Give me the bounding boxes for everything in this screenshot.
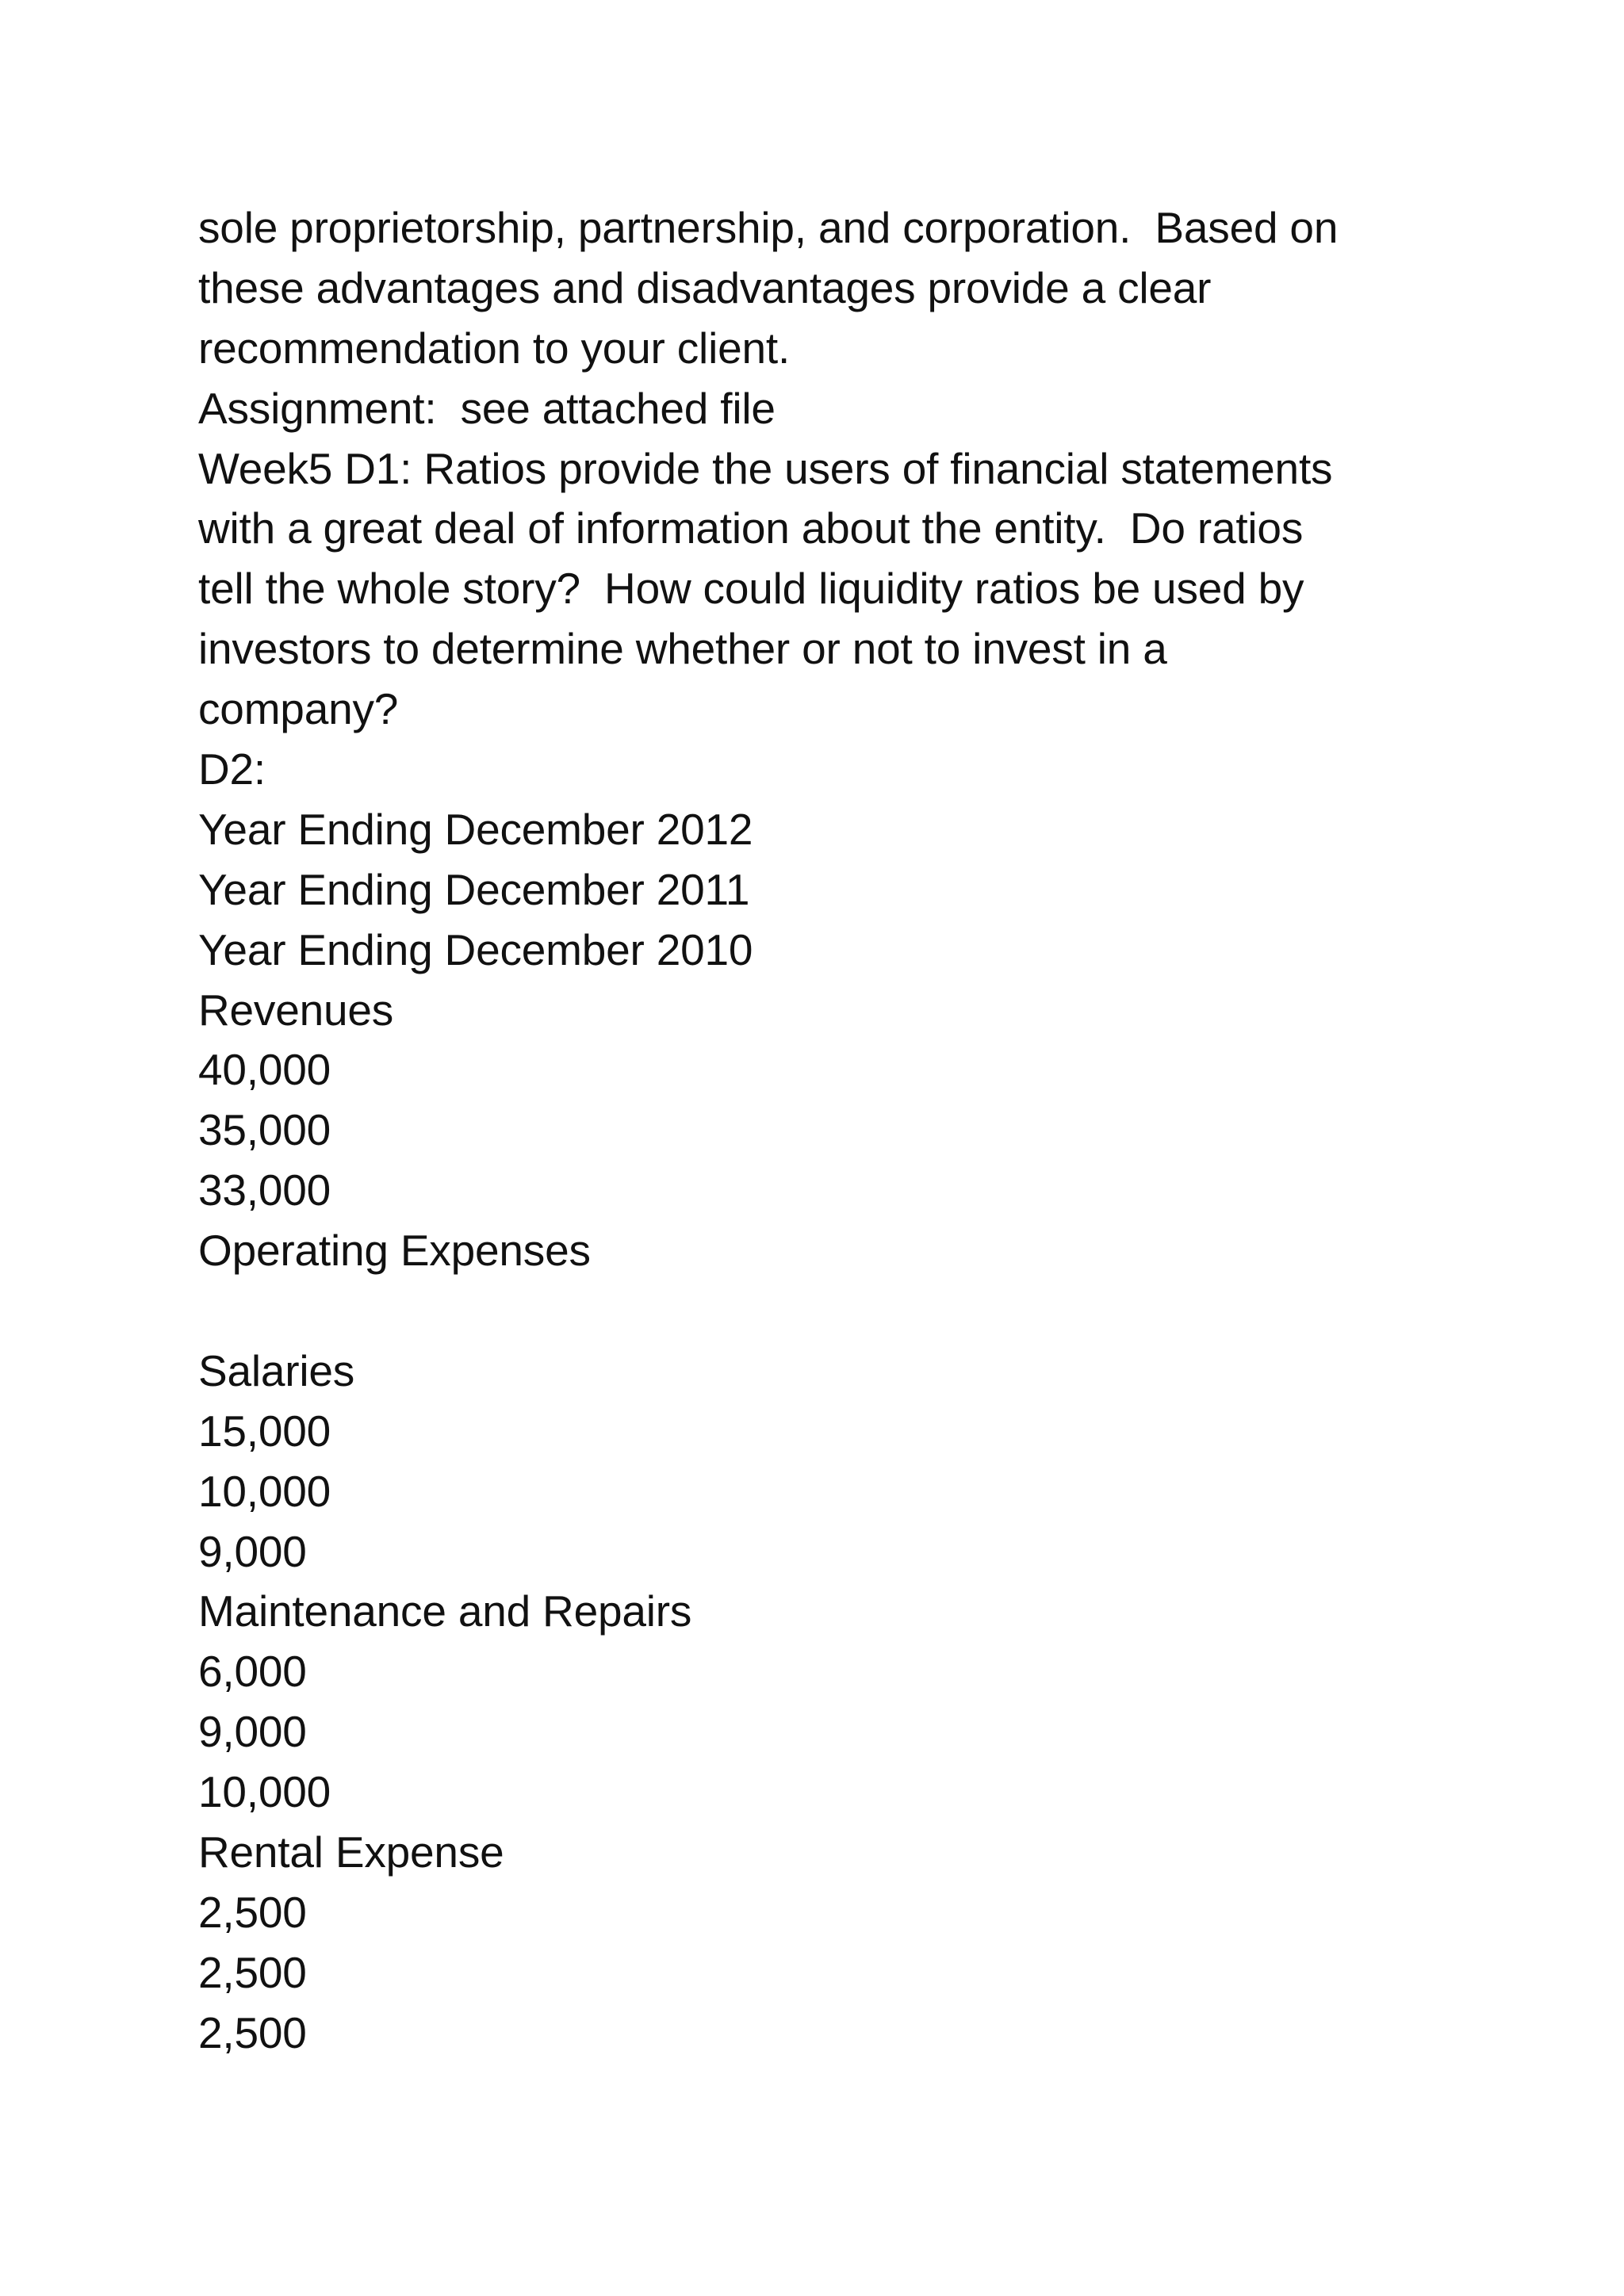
line-item-value: 9,000: [198, 1707, 307, 1757]
text-line: these advantages and disadvantages provide a clear: [198, 262, 1212, 312]
discussion-question-line: company?: [198, 684, 399, 734]
discussion-question-line: investors to determine whether or not to invest in a: [198, 624, 1167, 674]
line-item-value: 10,000: [198, 1466, 331, 1516]
line-item-value: 40,000: [198, 1045, 331, 1095]
line-item-value: 15,000: [198, 1406, 331, 1456]
line-item-label: Operating Expenses: [198, 1226, 591, 1276]
section-label: D2:: [198, 744, 266, 794]
year-label: Year Ending December 2011: [198, 864, 750, 914]
line-item-value: 6,000: [198, 1647, 307, 1697]
document-body: [198, 198, 1435, 2064]
year-label: Year Ending December 2012: [198, 804, 753, 854]
line-item-value: 9,000: [198, 1526, 307, 1576]
line-item-value: 2,500: [198, 2007, 307, 2057]
line-item-label: Revenues: [198, 985, 394, 1035]
text-line: recommendation to your client.: [198, 323, 791, 373]
line-item-value: 33,000: [198, 1165, 331, 1215]
line-item-label: Rental Expense: [198, 1827, 504, 1877]
blank-line: [198, 1281, 1435, 1341]
discussion-question-line: with a great deal of information about the entity. Do ratios: [198, 503, 1304, 553]
discussion-question-line: Week5 D1: Ratios provide the users of financial statements: [198, 443, 1333, 493]
line-item-value: 10,000: [198, 1767, 331, 1817]
line-item-value: 35,000: [198, 1105, 331, 1155]
line-item-label: Maintenance and Repairs: [198, 1586, 692, 1636]
text-line: sole proprietorship, partnership, and corporation. Based on: [198, 203, 1339, 252]
year-label: Year Ending December 2010: [198, 924, 753, 974]
line-item-value: 2,500: [198, 1947, 307, 1997]
line-item-value: 2,500: [198, 1887, 307, 1937]
line-item-label: Salaries: [198, 1345, 355, 1395]
discussion-question-line: tell the whole story? How could liquidity ratios be used by: [198, 564, 1304, 614]
assignment-line: Assignment: see attached file: [198, 383, 776, 433]
